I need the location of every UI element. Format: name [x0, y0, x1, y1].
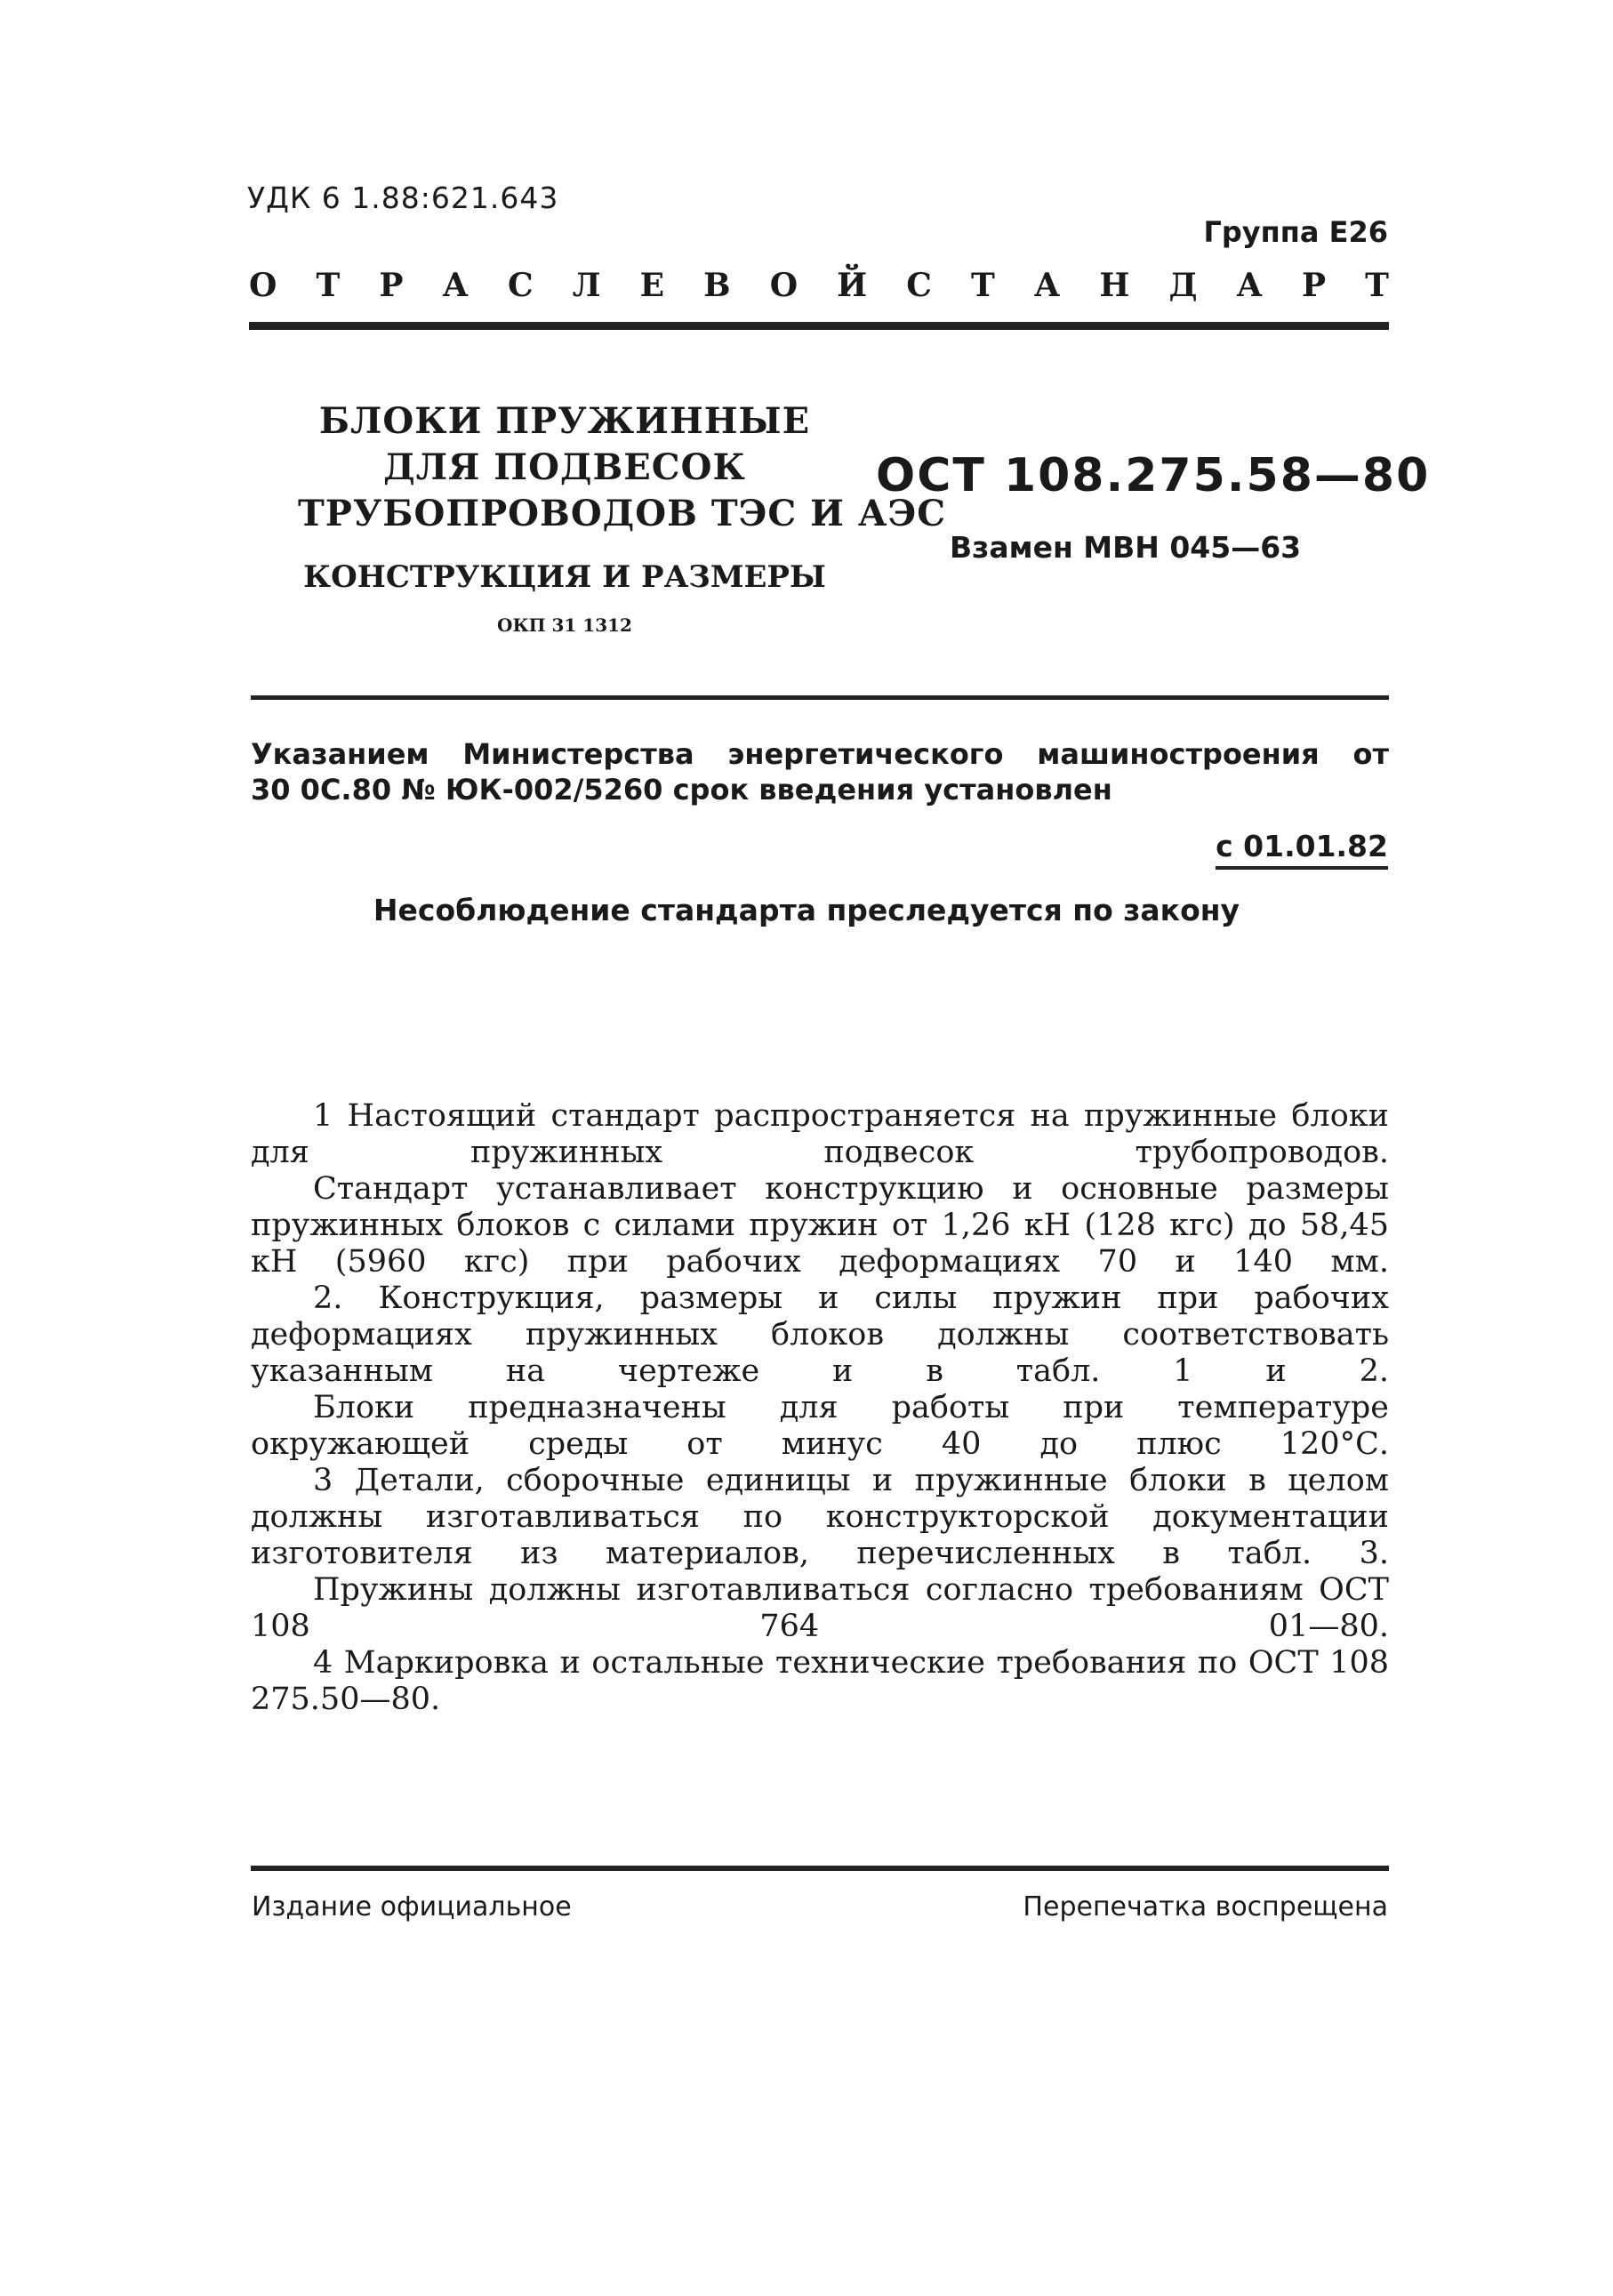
- directive-word: машиностроения: [1037, 737, 1320, 771]
- title-subtitle: КОНСТРУКЦИЯ И РАЗМЕРЫ: [303, 559, 826, 595]
- standard-letter: Е: [639, 267, 665, 304]
- standard-letter: Д: [1168, 267, 1198, 304]
- standard-letter: А: [442, 267, 469, 304]
- standard-letter: О: [249, 267, 277, 304]
- standard-letter: А: [1033, 267, 1061, 304]
- standard-designation: ОСТ 108.275.58—80: [876, 449, 1431, 502]
- title-line-1: БЛОКИ ПРУЖИННЫЕ: [318, 400, 811, 442]
- paragraph-3: 2. Конструкция, размеры и силы пружин при рабочих деформациях пружинных блоков должны соответствовать указанным на чертеже и в табл. 1 и 2.: [251, 1280, 1389, 1389]
- paragraph-6: Пружины должны изготавливаться согласно требованиям ОСТ 108 764 01—80.: [251, 1572, 1389, 1644]
- effective-date: с 01.01.82: [1216, 829, 1388, 870]
- reprint-note: Перепечатка воспрещена: [1023, 1891, 1388, 1923]
- paragraph-2: Стандарт устанавливает конструкцию и основные размеры пружинных блоков с силами пружин от 1,26 кН (128 кгс) до 58,45 кН (5960 кгс) при рабочих деформациях 70 и 140 мм.: [251, 1171, 1389, 1280]
- title-line-3: ТРУБОПРОВОДОВ ТЭС И АЭС: [298, 493, 947, 534]
- document-title: [298, 398, 947, 638]
- standard-heading: [249, 267, 1389, 304]
- title-rule: [251, 695, 1389, 700]
- standard-letter: Л: [572, 267, 601, 304]
- paragraph-7: 4 Маркировка и остальные технические требования по ОСТ 108 275.50—80.: [251, 1645, 1389, 1717]
- standard-letter: Р: [1301, 267, 1327, 304]
- directive-line-1: [251, 736, 1389, 772]
- standard-letter: Н: [1099, 267, 1130, 304]
- standard-letter: Р: [379, 267, 404, 304]
- footer-rule: [251, 1866, 1389, 1871]
- standard-letter: Т: [1365, 267, 1389, 304]
- legal-warning: Несоблюдение стандарта преследуется по закону: [373, 893, 1240, 927]
- standard-letter: А: [1236, 267, 1263, 304]
- okp-code: ОКП 31 1312: [497, 614, 632, 636]
- standard-letter: Т: [971, 267, 995, 304]
- directive-word: энергетического: [727, 737, 1004, 771]
- standard-letter: О: [769, 267, 798, 304]
- udk-code: УДК 6 1.88:621.643: [247, 181, 559, 215]
- paragraph-4: Блоки предназначены для работы при температуре окружающей среды от минус 40 до плюс 120°С.: [251, 1390, 1389, 1462]
- body-text: [251, 1098, 1389, 1718]
- title-line-2: ДЛЯ ПОДВЕСОК: [383, 446, 746, 488]
- directive-word: Указанием: [251, 737, 429, 771]
- standard-letter: Й: [837, 267, 868, 304]
- standard-letter: С: [507, 267, 534, 304]
- replaces-note: Взамен МВН 045—63: [950, 530, 1302, 565]
- standard-letter: В: [703, 267, 731, 304]
- directive-text: [251, 736, 1389, 807]
- standard-letter: С: [906, 267, 932, 304]
- edition-note: Издание официальное: [252, 1891, 572, 1923]
- paragraph-1: 1 Настоящий стандарт распространяется на пружинные блоки для пружинных подвесок трубопроводов.: [251, 1098, 1389, 1170]
- directive-word: Министерства: [462, 737, 694, 771]
- header-rule: [249, 322, 1389, 330]
- standard-letter: Т: [316, 267, 341, 304]
- paragraph-5: 3 Детали, сборочные единицы и пружинные блоки в целом должны изготавливаться по конструкторской документации изготовителя из материалов, перечисленных в табл. 3.: [251, 1463, 1389, 1571]
- group-code: Группа Е26: [1203, 215, 1388, 249]
- directive-line-2: 30 0C.80 № ЮК-002/5260 срок введения установлен: [251, 773, 1112, 807]
- directive-word: от: [1352, 737, 1389, 771]
